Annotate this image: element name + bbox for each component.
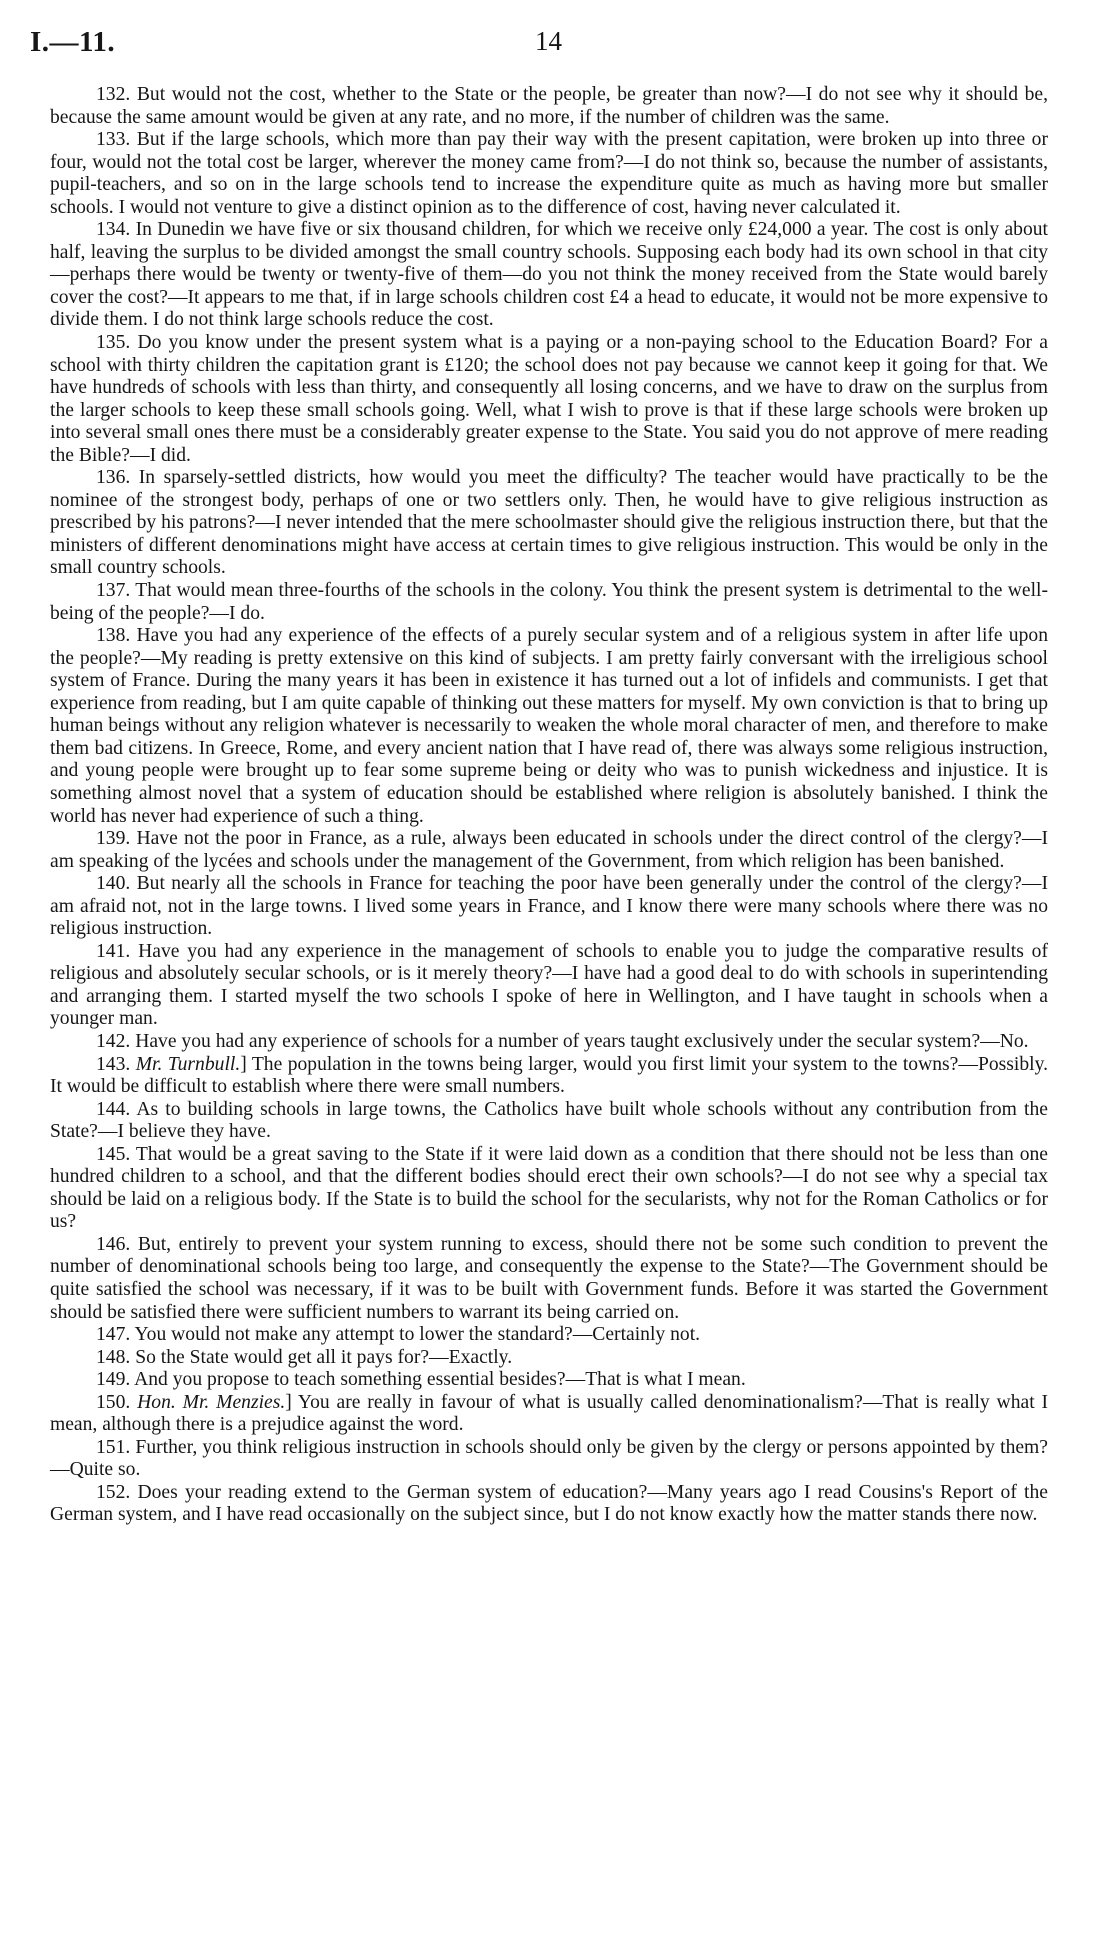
- paragraph-151: 151. Further, you think religious instruction in schools should only be given by the clergy or persons appointed by them?—Quite so.: [50, 1436, 1048, 1481]
- paragraph-147: 147. You would not make any attempt to lower the standard?—Certainly not.: [96, 1324, 701, 1346]
- paragraph-149: 149. And you propose to teach something essential besides?—That is what I mean.: [96, 1369, 746, 1391]
- speaker-name: Mr. Turnbull.: [135, 1053, 241, 1075]
- paragraph-136: 136. In sparsely-settled districts, how would you meet the difficulty? The teacher would have practically to be the nominee of the strongest body, perhaps of one or two settlers only. Then, he would have to give religious instruction as prescribed by his patrons?—I never intended that the mere schoolmaster should give the religious instruction there, but that the ministers of different denominations might have access at certain times to give religious instruction. This would be only in the small country schools.: [50, 467, 1048, 579]
- paragraph-140: 140. But nearly all the schools in France for teaching the poor have been generally under the control of the clergy?—I am afraid not, not in the large towns. I lived some years in France, and I know there were many schools where there was no religious instruction.: [50, 873, 1048, 940]
- paragraph-138: 138. Have you had any experience of the effects of a purely secular system and of a religious system in after life upon the people?—My reading is pretty extensive on this kind of subjects. I am pretty fairly conversant with the irreligious school system of France. During the many years it has been in existence it has turned out a lot of infidels and communists. I get that experience from reading, but I am quite capable of thinking out these matters for myself. My own conviction is that to bring up human beings without any religion whatever is necessarily to weaken the whole moral character of men, and therefore to make them bad citizens. In Greece, Rome, and every ancient nation that I have read of, there was always some religious instruction, and young people were brought up to fear some supreme being or deity who was to punish wickedness and injustice. It is something almost novel that a system of education should be established where religion is absolutely banished. I think the world has never had experience of such a thing.: [50, 625, 1048, 827]
- paragraph-146: 146. But, entirely to prevent your system running to excess, should there not be some such condition to prevent the number of denominational schools being too large, and consequently the expense to the State?—The Government should be quite satisfied the school was necessary, if it was to be built with Government funds. Before it was started the Government should be satisfied there were sufficient numbers to warrant its being carried on.: [50, 1233, 1048, 1323]
- question-number: 150.: [96, 1391, 138, 1413]
- paragraph-133: 133. But if the large schools, which more than pay their way with the present capitation, were broken up into three or four, would not the total cost be larger, wherever the money came from?—I do not think so, because the number of assistants, pupil-teachers, and so on in the large schools tend to increase the expenditure quite as much as having more but smaller schools. I would not venture to give a distinct opinion as to the difference of cost, having never calculated it.: [50, 129, 1048, 218]
- paragraph-143: [50, 1054, 1048, 1099]
- paragraph-135: 135. Do you know under the present system what is a paying or a non-paying school to the Education Board? For a school with thirty children the capitation grant is £120; the school does not pay because we cannot keep it going for that. We have hundreds of schools with less than thirty, and consequently all losing concerns, and we have to draw on the surplus from the larger schools to keep these small schools going. Well, what I wish to prove is that if these large schools were broken up into several small ones there must be a considerably greater expense to the State. You said you do not approve of mere reading the Bible?—I did.: [50, 332, 1048, 466]
- speaker-name: Hon. Mr. Menzies.: [137, 1391, 286, 1413]
- paragraph-134: 134. In Dunedin we have five or six thousand children, for which we receive only £24,000 a year. The cost is only about half, leaving the surplus to be divided amongst the small country schools. Supposing each body had its own school in that city—perhaps there would be twenty or twenty-five of them—do you not think the money received from the State would barely cover the cost?—It appears to me that, if in large schools children cost £4 a head to educate, it would not be more expensive to divide them. I do not think large schools reduce the cost.: [50, 219, 1048, 331]
- page-header: [30, 26, 1060, 66]
- paragraph-body: ] You are really in favour of what is usually called denominationalism?—That is really what I mean, although there is a prejudice against the word.: [50, 1391, 1049, 1436]
- paragraph-144: 144. As to building schools in large towns, the Catholics have built whole schools without any contribution from the State?—I believe they have.: [50, 1098, 1048, 1143]
- paragraph-150: [50, 1392, 1048, 1437]
- document-reference: I.—11.: [30, 26, 116, 58]
- question-number: 143.: [96, 1053, 136, 1075]
- paragraph-145: 145. That would be a great saving to the State if it were laid down as a condition that there should not be less than one hundred children to a school, and that the different bodies should erect their own schools?—I do not see why a special tax should be laid on a religious body. If the State is to build the school for the secularists, why not for the Roman Catholics or for us?: [50, 1143, 1048, 1233]
- paragraph-body: ] The population in the towns being larger, would you first limit your system to the towns?—Possibly. It would be difficult to establish where there were small numbers.: [50, 1053, 1048, 1098]
- paragraph-139: 139. Have not the poor in France, as a rule, always been educated in schools under the direct control of the clergy?—I am speaking of the lycées and schools under the management of the Government, from which religion has been banished.: [50, 828, 1048, 872]
- paragraph-137: 137. That would mean three-fourths of the schools in the colony. You think the present system is detrimental to the well-being of the people?—I do.: [50, 580, 1048, 624]
- paragraph-141: 141. Have you had any experience in the management of schools to enable you to judge the comparative results of religious and absolutely secular schools, or is it merely theory?—I have had a good deal to do with schools in superintending and arranging them. I started myself the two schools I spoke of here in Wellington, and I have taught in schools when a younger man.: [50, 940, 1048, 1030]
- paragraph-148: 148. So the State would get all it pays for?—Exactly.: [96, 1346, 513, 1368]
- paragraph-132: 132. But would not the cost, whether to the State or the people, be greater than now?—I do not see why it should be, because the same amount would be given at any rate, and no more, if the number of children was the same.: [50, 84, 1048, 128]
- evidence-text: [50, 84, 1048, 1527]
- page-number: 14: [535, 26, 562, 56]
- paragraph-152: 152. Does your reading extend to the German system of education?—Many years ago I read Cousins's Report of the German system, and I have read occasionally on the subject since, but I do not know exactly how the matter stands there now.: [50, 1481, 1048, 1526]
- paragraph-142: 142. Have you had any experience of schools for a number of years taught exclusively under the secular system?—No.: [96, 1030, 1029, 1052]
